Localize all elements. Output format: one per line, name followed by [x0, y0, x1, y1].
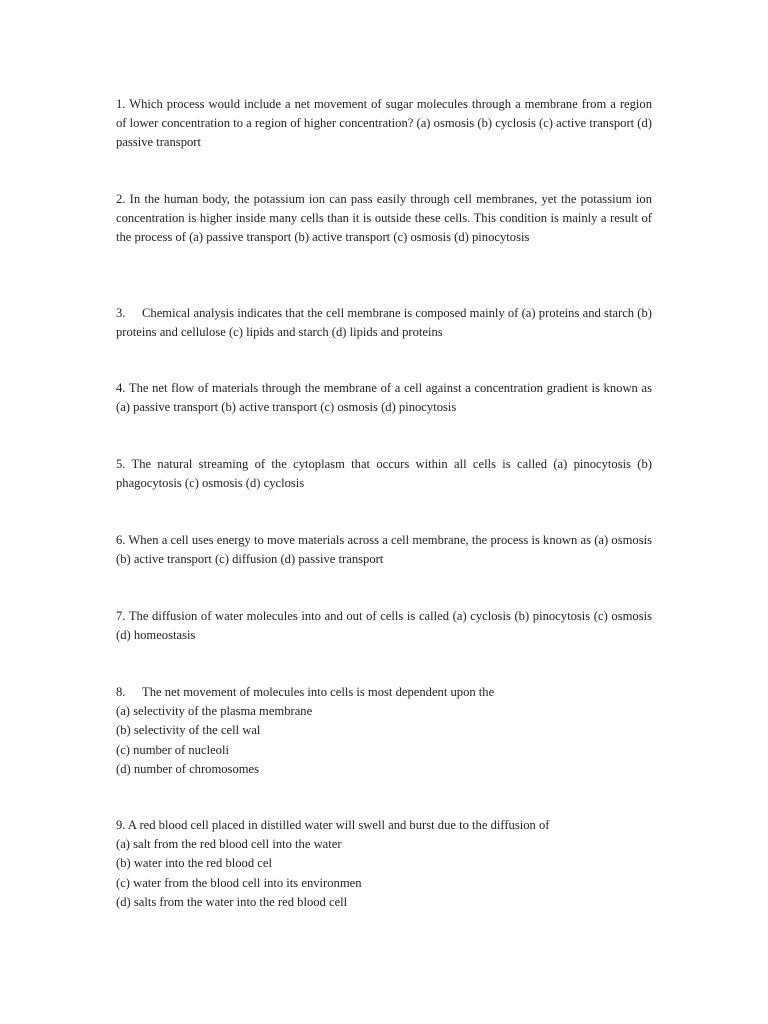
question-6-text: 6. When a cell uses energy to move materials across a cell membrane, the process is known as (a) osmosis (b) active transport (c) diffusion (d) passive transport — [116, 533, 652, 567]
question-5 — [116, 455, 652, 493]
question-8 — [116, 683, 652, 779]
question-8-option-c: (c) number of nucleoli — [116, 742, 229, 757]
question-9-stem: 9. A red blood cell placed in distilled water will swell and burst due to the diffusion of — [116, 818, 550, 832]
question-9-option-c: (c) water from the blood cell into its environmen — [116, 875, 362, 890]
question-3-number: 3. — [116, 306, 126, 320]
question-8-number: 8. — [116, 685, 126, 699]
question-4-text: 4. The net flow of materials through the membrane of a cell against a concentration gradient is known as (a) passive transport (b) active transport (c) osmosis (d) pinocytosis — [116, 381, 652, 415]
question-8-option-a: (a) selectivity of the plasma membrane — [116, 704, 313, 719]
question-9-option-a: (a) salt from the red blood cell into the water — [116, 837, 342, 852]
question-3 — [116, 304, 652, 342]
question-7 — [116, 607, 652, 645]
question-9-option-d: (d) salts from the water into the red blood cell — [116, 894, 348, 909]
question-8-stem-line — [116, 683, 652, 702]
question-8-option-b: (b) selectivity of the cell wal — [116, 723, 261, 738]
question-7-text: 7. The diffusion of water molecules into and out of cells is called (a) cyclosis (b) pinocytosis (c) osmosis (d) homeostasis — [116, 609, 652, 643]
question-3-text: Chemical analysis indicates that the cell membrane is composed mainly of (a) proteins and starch (b) proteins and cellulose (c) lipids and starch (d) lipids and proteins — [116, 306, 652, 340]
question-3-paragraph — [116, 304, 652, 342]
question-8-stem: The net movement of molecules into cells is most dependent upon the — [142, 685, 495, 699]
question-4 — [116, 379, 652, 417]
question-2 — [116, 190, 652, 248]
question-1 — [116, 95, 652, 153]
question-5-text: 5. The natural streaming of the cytoplasm that occurs within all cells is called (a) pinocytosis (b) phagocytosis (c) osmosis (d) cyclosis — [116, 457, 652, 491]
question-2-text: 2. In the human body, the potassium ion can pass easily through cell membranes, yet the potassium ion concentration is higher inside many cells than it is outside these cells. This condition is mainly a result of the process of (a) passive transport (b) active transport (c) osmosis (d) pinocytosis — [116, 192, 652, 245]
question-6 — [116, 531, 652, 569]
question-9-option-b: (b) water into the red blood cel — [116, 856, 272, 871]
question-1-text: 1. Which process would include a net movement of sugar molecules through a membrane from a region of lower concentration to a region of higher concentration? (a) osmosis (b) cyclosis (c) active transport (d) passive transport — [116, 97, 652, 150]
question-8-option-d: (d) number of chromosomes — [116, 761, 260, 776]
question-9 — [116, 816, 652, 912]
